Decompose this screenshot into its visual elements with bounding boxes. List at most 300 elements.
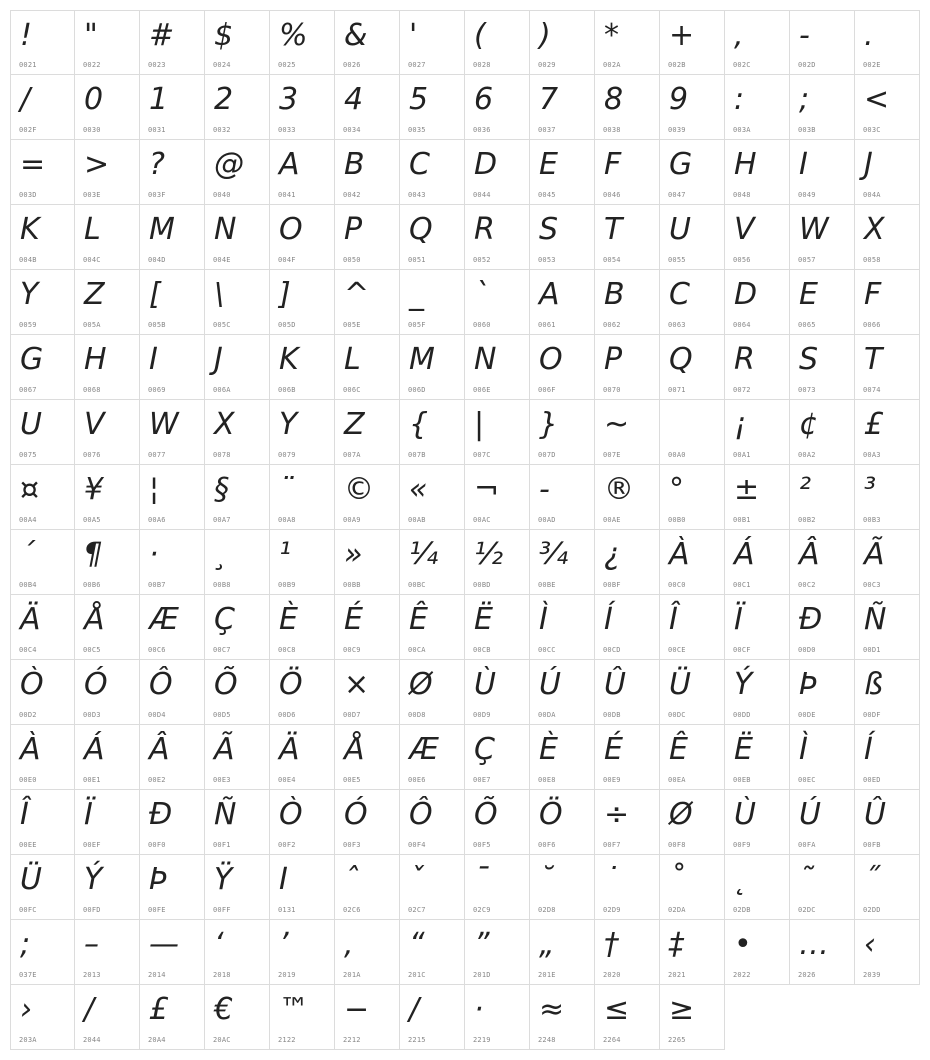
glyph-cell [855,725,920,790]
glyph-codepoint: 00B1 [733,516,751,524]
glyph-cell [335,75,400,140]
glyph-cell [855,465,920,530]
glyph-cell [140,725,205,790]
glyph-cell [10,660,75,725]
glyph-codepoint: 003B [798,126,816,134]
glyph-codepoint: 00FA [798,841,816,849]
glyph-codepoint: 0059 [19,321,37,329]
glyph-cell [140,855,205,920]
glyph-codepoint: 0021 [19,61,37,69]
glyph-char: Ú [799,797,821,832]
glyph-codepoint: 005C [213,321,231,329]
glyph-char: • [734,927,752,962]
glyph-cell [75,205,140,270]
glyph-codepoint: 00E1 [83,776,101,784]
glyph-codepoint: 20A4 [148,1036,166,1044]
glyph-cell [660,10,725,75]
glyph-cell [725,725,790,790]
glyph-cell [10,725,75,790]
glyph-char: E [799,277,818,312]
glyph-char: F [604,147,622,182]
glyph-codepoint: 0042 [343,191,361,199]
glyph-char: Ë [734,732,753,767]
glyph-cell [725,855,790,920]
glyph-cell [75,855,140,920]
glyph-codepoint: 0046 [603,191,621,199]
glyph-char: Û [864,797,886,832]
glyph-codepoint: 2018 [213,971,231,979]
glyph-char: F [864,277,882,312]
glyph-codepoint: 00D1 [863,646,881,654]
glyph-codepoint: 00AE [603,516,621,524]
glyph-codepoint: 00FE [148,906,166,914]
glyph-char: B [344,147,365,182]
glyph-cell [335,140,400,205]
glyph-char: [ [149,277,161,312]
glyph-codepoint: 00CE [668,646,686,654]
glyph-codepoint: 002A [603,61,621,69]
glyph-char: 0 [84,82,104,117]
glyph-codepoint: 0073 [798,386,816,394]
glyph-char: M [409,342,435,377]
glyph-char: É [344,602,363,637]
glyph-cell [790,335,855,400]
glyph-char: Ü [669,667,691,702]
glyph-cell [595,270,660,335]
glyph-char: L [84,212,101,247]
glyph-codepoint: 00AB [408,516,426,524]
glyph-char: ÷ [604,797,630,832]
glyph-cell [530,660,595,725]
glyph-char: © [344,472,374,507]
glyph-cell [335,270,400,335]
glyph-codepoint: 00C0 [668,581,686,589]
glyph-char: C [409,147,430,182]
glyph-char: J [214,342,223,377]
glyph-cell [270,920,335,985]
glyph-codepoint: 201A [343,971,361,979]
glyph-char: Â [149,732,170,767]
glyph-cell [270,400,335,465]
glyph-cell [335,790,400,855]
glyph-cell [660,140,725,205]
glyph-char: ] [279,277,291,312]
glyph-codepoint: 006F [538,386,556,394]
glyph-codepoint: 00DD [733,711,751,719]
glyph-cell [140,140,205,205]
glyph-char: ½ [474,537,504,572]
glyph-char: - [799,18,810,53]
glyph-codepoint: 007B [408,451,426,459]
glyph-cell [10,465,75,530]
glyph-codepoint: 00E8 [538,776,556,784]
glyph-char: Ì [539,602,548,637]
glyph-codepoint: 00AC [473,516,491,524]
glyph-cell [725,400,790,465]
glyph-codepoint: 00BF [603,581,621,589]
glyph-char: Ö [279,667,303,702]
glyph-char: − [344,992,370,1027]
glyph-char: — [149,927,179,962]
glyph-char: “ [409,927,425,962]
glyph-cell [725,465,790,530]
glyph-char: ® [604,472,634,507]
glyph-codepoint: 00C4 [19,646,37,654]
glyph-cell [335,335,400,400]
glyph-codepoint: 0054 [603,256,621,264]
glyph-char: 4 [344,82,364,117]
glyph-char: \ [214,277,225,312]
glyph-char: V [84,407,105,442]
glyph-codepoint: 002C [733,61,751,69]
glyph-codepoint: 0024 [213,61,231,69]
glyph-codepoint: 00D9 [473,711,491,719]
glyph-codepoint: 2019 [278,971,296,979]
glyph-char: Õ [214,667,238,702]
glyph-char: Ñ [214,797,237,832]
glyph-cell [270,790,335,855]
glyph-char: ˙ [604,862,619,897]
glyph-cell [855,595,920,660]
glyph-cell [75,465,140,530]
glyph-codepoint: 00B9 [278,581,296,589]
glyph-codepoint: 0061 [538,321,556,329]
glyph-char: · [474,992,484,1027]
glyph-char: Å [344,732,365,767]
glyph-char: H [84,342,107,377]
glyph-char: Ý [734,667,753,702]
glyph-cell [790,530,855,595]
glyph-char: Â [799,537,820,572]
glyph-codepoint: 00ED [863,776,881,784]
glyph-codepoint: 0075 [19,451,37,459]
glyph-char: ˛ [734,862,749,897]
glyph-char: Ã [864,537,885,572]
glyph-codepoint: 00E7 [473,776,491,784]
glyph-cell [790,920,855,985]
glyph-char: P [344,212,363,247]
glyph-char: › [20,992,32,1027]
glyph-codepoint: 003E [83,191,101,199]
glyph-codepoint: 0026 [343,61,361,69]
glyph-codepoint: 00F8 [668,841,686,849]
glyph-codepoint: 006B [278,386,296,394]
glyph-char: V [734,212,755,247]
glyph-char: Ò [20,667,44,702]
glyph-cell [855,855,920,920]
glyph-codepoint: 203A [19,1036,37,1044]
glyph-char: N [474,342,497,377]
glyph-codepoint: 00C3 [863,581,881,589]
glyph-char: Ñ [864,602,887,637]
glyph-codepoint: 0052 [473,256,491,264]
glyph-codepoint: 201D [473,971,491,979]
glyph-cell [270,725,335,790]
glyph-cell [660,855,725,920]
glyph-codepoint: 0079 [278,451,296,459]
glyph-char: Ý [84,862,103,897]
glyph-char: Å [84,602,105,637]
glyph-char: N [214,212,237,247]
glyph-codepoint: 006E [473,386,491,394]
glyph-char: ¥ [84,472,104,507]
glyph-char: ß [864,667,883,702]
glyph-cell [400,205,465,270]
glyph-char: B [604,277,625,312]
glyph-codepoint: 0047 [668,191,686,199]
glyph-cell [75,140,140,205]
glyph-codepoint: 003D [19,191,37,199]
glyph-char: ˇ [409,862,424,897]
glyph-char: ¼ [409,537,439,572]
glyph-cell [530,335,595,400]
glyph-cell [10,140,75,205]
glyph-cell [790,270,855,335]
glyph-cell [400,985,465,1050]
glyph-char: H [734,147,757,182]
glyph-cell [790,465,855,530]
glyph-char: ' [409,18,418,53]
glyph-codepoint: 00A3 [863,451,881,459]
glyph-char: 5 [409,82,429,117]
glyph-cell [855,920,920,985]
glyph-cell [400,75,465,140]
glyph-codepoint: 2020 [603,971,621,979]
glyph-cell [270,660,335,725]
glyph-codepoint: 0066 [863,321,881,329]
glyph-cell [335,530,400,595]
glyph-codepoint: 00B2 [798,516,816,524]
glyph-cell [10,985,75,1050]
glyph-char: ¢ [799,407,819,442]
glyph-char: Í [864,732,873,767]
glyph-cell [140,790,205,855]
glyph-codepoint: 02D9 [603,906,621,914]
glyph-codepoint: 2212 [343,1036,361,1044]
glyph-codepoint: 0025 [278,61,296,69]
glyph-codepoint: 00DC [668,711,686,719]
glyph-char: G [20,342,44,377]
glyph-cell [530,465,595,530]
glyph-codepoint: 0055 [668,256,686,264]
glyph-char: „ [539,927,555,962]
glyph-char: × [344,667,370,702]
glyph-char: Ê [669,732,688,767]
glyph-codepoint: 0027 [408,61,426,69]
glyph-cell [205,335,270,400]
glyph-cell [595,205,660,270]
glyph-cell [270,595,335,660]
glyph-char: Ã [214,732,235,767]
glyph-cell [530,790,595,855]
glyph-char: Ö [539,797,563,832]
glyph-codepoint: 02DC [798,906,816,914]
glyph-cell [725,205,790,270]
glyph-codepoint: 00B3 [863,516,881,524]
glyph-cell [790,595,855,660]
glyph-cell [725,270,790,335]
glyph-cell [140,660,205,725]
glyph-char: Ø [409,667,433,702]
glyph-char: Î [669,602,678,637]
glyph-char: Ì [799,732,808,767]
glyph-codepoint: 0040 [213,191,231,199]
glyph-cell [790,790,855,855]
glyph-cell [595,10,660,75]
glyph-codepoint: 00CB [473,646,491,654]
glyph-char: ¹ [279,537,292,572]
glyph-char: ) [539,18,551,53]
glyph-char: Ó [84,667,108,702]
glyph-codepoint: 0057 [798,256,816,264]
glyph-char: À [669,537,690,572]
glyph-char: Ô [409,797,433,832]
glyph-char: Ê [409,602,428,637]
glyph-char: ≥ [669,992,695,1027]
glyph-codepoint: 00CD [603,646,621,654]
glyph-char: – [84,927,99,962]
glyph-codepoint: 02C7 [408,906,426,914]
glyph-cell [140,205,205,270]
glyph-cell [205,205,270,270]
glyph-codepoint: 0035 [408,126,426,134]
glyph-char: ˝ [864,862,879,897]
glyph-codepoint: 20AC [213,1036,231,1044]
glyph-cell [75,985,140,1050]
glyph-cell [335,465,400,530]
glyph-cell [465,985,530,1050]
glyph-cell [335,205,400,270]
glyph-cell [530,595,595,660]
glyph-cell [335,595,400,660]
glyph-cell [10,10,75,75]
glyph-codepoint: 2022 [733,971,751,979]
glyph-codepoint: 00EF [83,841,101,849]
glyph-codepoint: 0039 [668,126,686,134]
glyph-char: ¸ [214,537,229,572]
glyph-char: Õ [474,797,498,832]
glyph-cell [400,920,465,985]
glyph-codepoint: 00B4 [19,581,37,589]
glyph-cell [140,335,205,400]
glyph-grid [10,10,920,1050]
glyph-cell [75,10,140,75]
glyph-char: ” [474,927,490,962]
glyph-cell [595,790,660,855]
glyph-cell [10,530,75,595]
glyph-char: ≈ [539,992,565,1027]
glyph-char: | [474,407,485,442]
glyph-cell [790,400,855,465]
glyph-codepoint: 0072 [733,386,751,394]
glyph-cell [400,10,465,75]
glyph-char: / [20,82,31,117]
glyph-char: ‹ [864,927,876,962]
glyph-codepoint: 00CA [408,646,426,654]
glyph-cell [205,75,270,140]
glyph-cell [855,335,920,400]
glyph-char: J [864,147,873,182]
glyph-char: 6 [474,82,494,117]
glyph-codepoint: 00BD [473,581,491,589]
glyph-cell [595,75,660,140]
glyph-char: Y [20,277,39,312]
glyph-cell [660,75,725,140]
glyph-cell [790,10,855,75]
glyph-cell [205,400,270,465]
glyph-codepoint: 201C [408,971,426,979]
glyph-char: Æ [149,602,179,637]
glyph-char: À [20,732,41,767]
glyph-codepoint: 0030 [83,126,101,134]
glyph-codepoint: 0056 [733,256,751,264]
glyph-char: ‘ [214,927,224,962]
glyph-codepoint: 00EB [733,776,751,784]
glyph-char: < [864,82,890,117]
glyph-codepoint: 2026 [798,971,816,979]
glyph-cell [530,920,595,985]
glyph-cell [595,530,660,595]
glyph-cell [75,660,140,725]
glyph-codepoint: 004B [19,256,37,264]
glyph-char: } [539,407,559,442]
glyph-cell [660,530,725,595]
glyph-cell [335,660,400,725]
glyph-char: S [799,342,819,377]
glyph-codepoint: 00C2 [798,581,816,589]
glyph-codepoint: 005F [408,321,426,329]
glyph-cell [465,400,530,465]
glyph-char: % [279,18,308,53]
glyph-codepoint: 0041 [278,191,296,199]
glyph-cell [205,140,270,205]
glyph-codepoint: 006D [408,386,426,394]
glyph-cell [270,530,335,595]
glyph-char: K [279,342,299,377]
glyph-codepoint: 0033 [278,126,296,134]
glyph-cell [140,400,205,465]
glyph-codepoint: 00F4 [408,841,426,849]
glyph-codepoint: 00F1 [213,841,231,849]
glyph-cell [855,140,920,205]
glyph-codepoint: 00D3 [83,711,101,719]
glyph-cell [660,400,725,465]
glyph-codepoint: 00D6 [278,711,296,719]
glyph-char: K [20,212,40,247]
glyph-cell [790,205,855,270]
glyph-char: ; [20,927,31,962]
glyph-codepoint: 002B [668,61,686,69]
glyph-codepoint: 00B8 [213,581,231,589]
glyph-codepoint: 0044 [473,191,491,199]
glyph-codepoint: 0074 [863,386,881,394]
glyph-char: T [604,212,623,247]
glyph-codepoint: 00C1 [733,581,751,589]
glyph-codepoint: 00D0 [798,646,816,654]
glyph-cell [270,75,335,140]
glyph-cell [465,595,530,660]
glyph-codepoint: 0043 [408,191,426,199]
glyph-char: I [799,147,808,182]
glyph-cell [205,855,270,920]
glyph-cell [75,790,140,855]
glyph-cell [660,595,725,660]
glyph-cell [75,920,140,985]
glyph-cell [400,270,465,335]
glyph-cell [205,725,270,790]
glyph-cell [465,75,530,140]
glyph-char: ¡ [734,407,747,442]
